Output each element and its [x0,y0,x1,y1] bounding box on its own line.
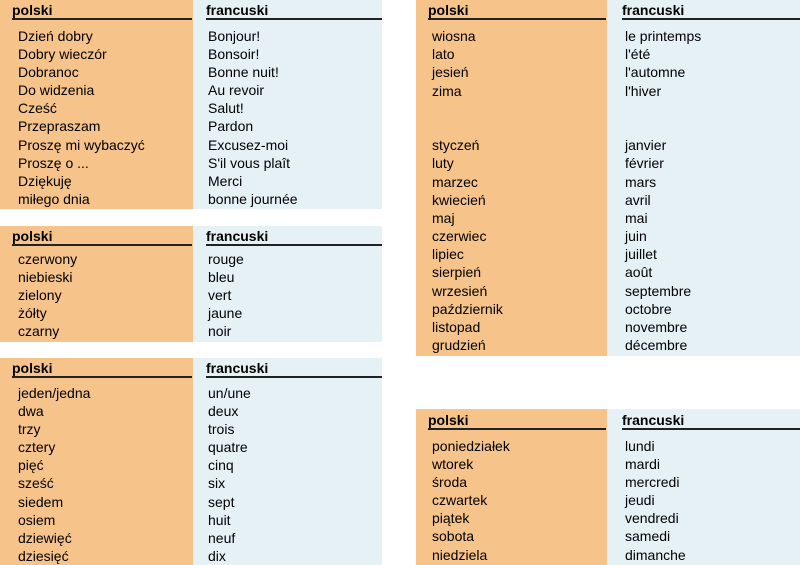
polish-word: Dzień dobry [18,28,93,44]
french-header: francuski [622,412,800,430]
polish-word: wiosna [432,28,476,44]
polish-word: styczeń [432,137,480,154]
french-word: juin [625,228,647,245]
french-header: francuski [206,2,382,20]
seasons-months-table [416,0,800,356]
polish-word: grudzień [432,337,486,354]
french-word: jeudi [625,492,655,509]
french-word: l'hiver [625,82,662,99]
polish-word: dziesięć [18,547,69,564]
french-word: cinq [208,457,234,474]
french-word: mardi [625,456,661,473]
polish-header: polski [12,360,192,378]
polish-word: listopad [432,319,481,335]
french-word: dimanche [625,546,686,563]
french-word: bleu [208,269,235,286]
polish-word [432,100,503,118]
french-word: six [208,475,226,492]
french-header: francuski [622,2,800,20]
polish-header: polski [12,228,192,246]
polish-word: Dziękuję [18,172,72,189]
polish-word: kwiecień [432,191,486,208]
polish-word: niebieski [18,269,73,286]
french-word: samedi [625,528,671,545]
french-word: huit [208,511,231,528]
polish-word: osiem [18,511,56,528]
french-word [625,118,701,136]
french-word: trois [208,421,235,438]
polish-word: zielony [18,287,62,304]
french-word: jaune [208,305,243,322]
polish-header: polski [12,2,192,20]
french-word: juillet [625,246,657,263]
french-word: Salut! [208,100,244,117]
french-word: l'été [625,46,651,63]
french-word: quatre [208,439,248,456]
polish-word: lipiec [432,246,464,263]
polish-word: Proszę mi wybaczyć [18,136,145,153]
french-word: Pardon [208,118,254,135]
french-header: francuski [206,228,382,246]
french-word: Bonsoir! [208,46,260,63]
french-word: Excusez-moi [208,136,289,153]
polish-word: cztery [18,439,56,456]
polish-word: jesień [432,64,469,81]
french-word: sept [208,493,235,510]
numbers-table [0,358,382,565]
french-word: janvier [625,137,667,154]
colors-table [0,226,382,342]
french-word: Bonjour! [208,28,261,44]
french-word: neuf [208,529,236,546]
french-word: l'automne [625,64,686,81]
polish-header: polski [428,412,606,430]
polish-word: Przepraszam [18,118,101,135]
polish-word: trzy [18,421,41,438]
french-word: avril [625,191,651,208]
polish-word: jeden/jedna [18,385,91,401]
french-word: un/une [208,385,251,401]
polish-word: Proszę o ... [18,154,89,171]
polish-word: Dobranoc [18,64,79,81]
polish-word [432,118,503,136]
polish-word: zima [432,82,462,99]
polish-word: pięć [18,457,44,474]
polish-word: środa [432,474,468,491]
polish-word: Do widzenia [18,82,95,99]
french-word: mars [625,173,657,190]
french-word: lundi [625,438,655,454]
french-word: S'il vous plaît [208,154,291,171]
polish-word: dwa [18,403,44,420]
french-word: le printemps [625,28,702,44]
french-word: dix [208,547,226,564]
polish-word: siedem [18,493,64,510]
french-word: Bonne nuit! [208,64,279,81]
greetings-table [0,0,382,209]
french-word: noir [208,323,232,340]
polish-word: sobota [432,528,475,545]
weekdays-table [416,409,800,565]
polish-word: czarny [18,323,60,340]
polish-word: poniedziałek [432,438,510,454]
french-word [625,100,701,118]
polish-word: wrzesień [432,282,488,299]
french-word: octobre [625,300,672,317]
polish-word: październik [432,300,503,317]
polish-word: żółty [18,305,47,322]
french-word: mercredi [625,474,680,491]
polish-word: sześć [18,475,54,492]
french-word: septembre [625,282,692,299]
polish-word: piątek [432,510,470,527]
french-word: mai [625,209,648,226]
polish-word: dziewięć [18,529,72,546]
french-word: août [625,264,653,281]
french-word: novembre [625,319,688,335]
french-word: Au revoir [208,82,265,99]
french-word: février [625,155,664,172]
polish-word: czerwony [18,251,78,267]
french-word: rouge [208,251,244,267]
polish-word: lato [432,46,455,63]
french-header: francuski [206,360,382,378]
polish-word: marzec [432,173,478,190]
polish-word: Cześć [18,100,57,117]
french-word: Merci [208,172,243,189]
polish-word: czwartek [432,492,488,509]
polish-header: polski [428,2,606,20]
polish-word: wtorek [432,456,474,473]
polish-word: sierpień [432,264,482,281]
french-word: bonne journée [208,190,298,207]
polish-word: luty [432,155,454,172]
french-word: vert [208,287,232,304]
french-word: vendredi [625,510,679,527]
polish-word: miłego dnia [18,190,90,207]
french-word: deux [208,403,239,420]
polish-word: czerwiec [432,228,487,245]
polish-word: Dobry wieczór [18,46,107,63]
french-word: décembre [625,337,688,354]
polish-word: maj [432,209,455,226]
polish-word: niedziela [432,546,488,563]
